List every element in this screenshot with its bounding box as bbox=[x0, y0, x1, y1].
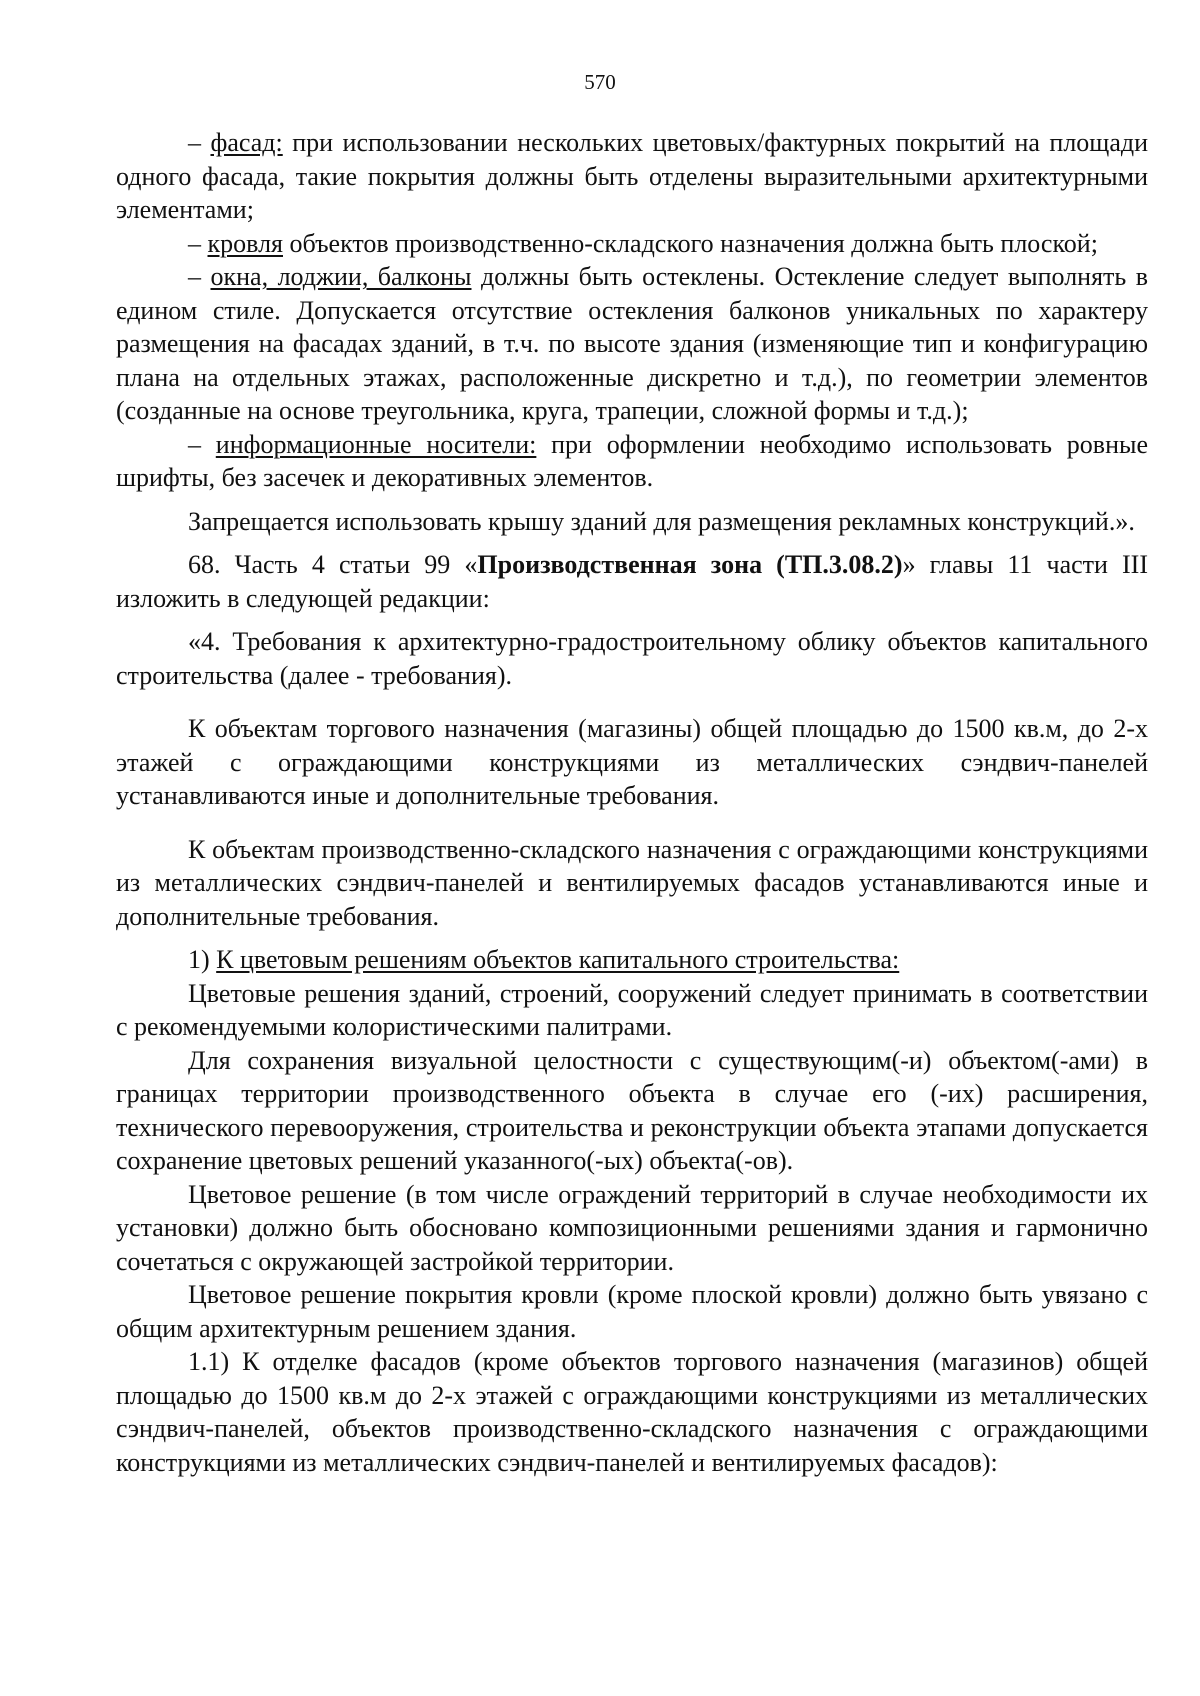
paragraph-facade bbox=[116, 126, 1148, 227]
paragraph-color-justification: Цветовое решение (в том числе ограждений территорий в случае необходимости их установки) должно быть обосновано композиционными решениями здания и гармонично сочетаться с окружающей застройкой территории. bbox=[116, 1179, 1148, 1276]
paragraph-text: при использовании нескольких цветовых/фактурных покрытий на площади одного фасада, такие покрытия должны быть отделены выразительными архитектурными элементами; bbox=[116, 128, 1149, 224]
paragraph-warehouse-objects: К объектам производственно-складского назначения с ограждающими конструкциями из металлических сэндвич-панелей и вентилируемых фасадов устанавливаются иные и дополнительные требования. bbox=[116, 834, 1148, 931]
section-heading-colors bbox=[116, 943, 1148, 977]
paragraph-windows bbox=[116, 260, 1148, 428]
paragraph-text: при оформлении необходимо использовать ровные шрифты, без засечек и декоративных элементов. bbox=[116, 429, 1148, 492]
list-dash: – bbox=[188, 262, 211, 291]
page-number: 570 bbox=[584, 70, 616, 94]
term-facade: фасад: bbox=[210, 128, 283, 157]
paragraph-trade-objects: К объектам торгового назначения (магазины) общей площадью до 1500 кв.м, до 2-х этажей с ограждающими конструкциями из металлических сэндвич-панелей устанавливаются иные и дополнительные требования. bbox=[116, 714, 1148, 810]
document-body bbox=[116, 126, 1148, 1479]
term-info-carriers: информационные носители: bbox=[215, 429, 537, 459]
term-roof: кровля bbox=[207, 228, 283, 258]
paragraph-roof bbox=[116, 227, 1148, 261]
paragraph-roof-advertising: Запрещается использовать крышу зданий для размещения рекламных конструкций.». bbox=[188, 506, 1135, 536]
term-windows: окна, лоджии, балконы bbox=[210, 262, 472, 291]
paragraph-info-carriers bbox=[116, 428, 1148, 495]
paragraph-item-68 bbox=[116, 548, 1148, 615]
paragraph-text: должны быть остеклены. Остекление следует выполнять в едином стиле. Допускается отсутствие остекления балконов уникальных по характеру размещения на фасадах зданий, в т.ч. по высоте здания (изменяющие тип и конфигурацию плана на отдельных этажах, расположенные дискретно и т.д.), по геометрии элементов (созданные на основе треугольника, круга, трапеции, сложной формы и т.д.); bbox=[116, 262, 1149, 425]
paragraph-visual-integrity: Для сохранения визуальной целостности с существующим(-и) объектом(-ами) в границах территории производственного объекта в случае его (-их) расширения, технического перевооружения, строительства и реконструкции объекта этапами допускается сохранение цветовых решений указанного(-ых) объекта(-ов). bbox=[116, 1045, 1148, 1175]
item-68-before: 68. Часть 4 статьи 99 « bbox=[188, 550, 478, 579]
paragraph-facade-finishing: 1.1) К отделке фасадов (кроме объектов торгового назначения (магазинов) общей площадью до 1500 кв.м до 2-х этажей с ограждающими конструкциями из металлических сэндвич-панелей, объектов производственно-складского назначения с ограждающими конструкциями из металлических сэндвич-панелей и вентилируемых фасадов): bbox=[116, 1347, 1148, 1477]
list-dash: – bbox=[188, 228, 208, 258]
paragraph-color-palettes: Цветовые решения зданий, строений, сооружений следует принимать в соответствии с рекомендуемыми колористическими палитрами. bbox=[116, 978, 1148, 1041]
item-68-after: » главы 11 части III изложить в следующей редакции: bbox=[116, 550, 1148, 613]
list-dash: – bbox=[188, 128, 211, 157]
paragraph-requirements-intro: «4. Требования к архитектурно-градостроительному облику объектов капитального строительства (далее - требования). bbox=[116, 627, 1148, 690]
paragraph-text: объектов производственно-складского назначения должна быть плоской; bbox=[283, 228, 1098, 258]
zone-title: Производственная зона (ТП.3.08.2) bbox=[477, 550, 903, 579]
section-number: 1) bbox=[188, 945, 217, 974]
section-heading-text: К цветовым решениям объектов капитального строительства: bbox=[216, 945, 900, 974]
list-dash: – bbox=[188, 429, 216, 459]
paragraph-roof-color: Цветовое решение покрытия кровли (кроме плоской кровли) должно быть увязано с общим архитектурным решением здания. bbox=[116, 1280, 1148, 1343]
